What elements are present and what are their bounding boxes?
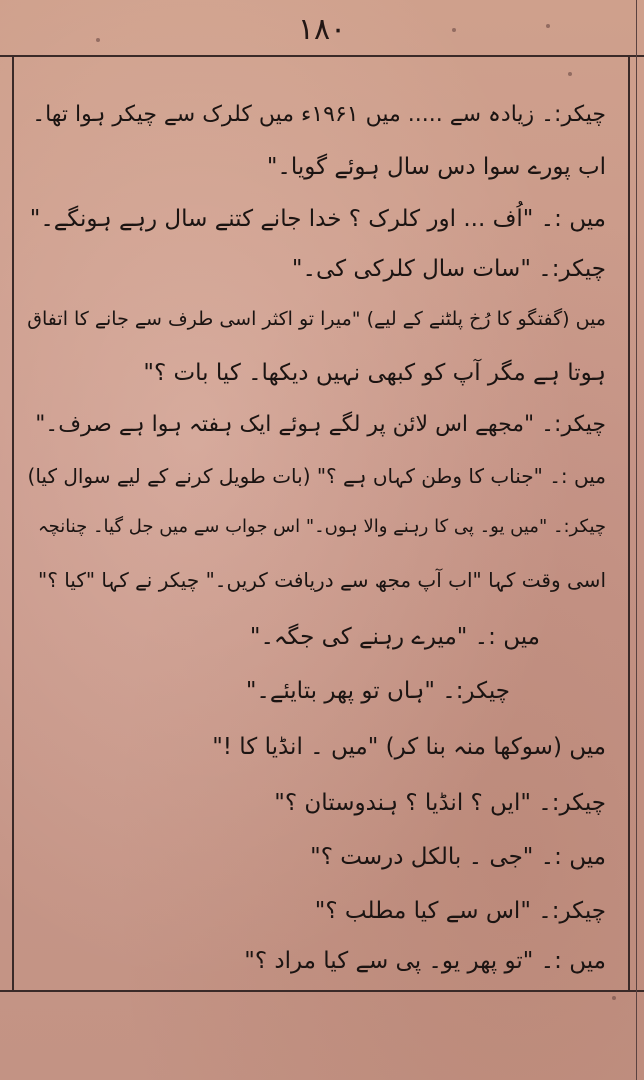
text-line: چیکر:۔ "مجھے اس لائن پر لگے ہوئے ایک ہفتہ ہوا ہے صرف۔" <box>35 412 606 437</box>
page-number: ۱۸۰ <box>297 12 347 47</box>
text-line: میں :۔ "میرے رہنے کی جگہ۔" <box>249 624 540 650</box>
text-line: میں (سوکھا منہ بنا کر) "میں ۔ انڈیا کا !" <box>212 734 606 760</box>
page-edge-line <box>636 0 637 1080</box>
text-line: چیکر:۔ "سات سال کلرکی کی۔" <box>291 256 606 282</box>
text-line: میں :۔ "تو پھر یو۔ پی سے کیا مراد ؟" <box>244 948 606 974</box>
text-line: چیکر:۔ "میں یو۔ پی کا رہنے والا ہوں۔" اس جواب سے میں جل گیا۔ چنانچہ <box>38 516 606 537</box>
text-line: چیکر:۔ "اس سے کیا مطلب ؟" <box>314 898 606 924</box>
text-line: میں :۔ "جی ۔ بالکل درست ؟" <box>310 844 606 870</box>
text-line: میں (گفتگو کا رُخ پلٹنے کے لیے) "میرا تو اکثر اسی طرف سے جانے کا اتفاق <box>27 308 606 330</box>
text-line: اسی وقت کہا "اب آپ مجھ سے دریافت کریں۔" چیکر نے کہا "کیا ؟" <box>38 568 606 592</box>
paper-speck <box>612 996 616 1000</box>
left-margin-rule <box>12 55 14 992</box>
text-line: اب پورے سوا دس سال ہوئے گویا۔" <box>266 154 606 180</box>
paper-speck <box>452 28 456 32</box>
bottom-rule <box>0 990 644 992</box>
text-line: میں :۔ "جناب کا وطن کہاں ہے ؟" (بات طویل کرنے کے لیے سوال کیا) <box>27 464 606 488</box>
text-line: چیکر:۔ زیادہ سے ..... میں ۱۹۶۱ء میں کلرک سے چیکر ہوا تھا۔ <box>32 102 606 127</box>
paper-speck <box>96 38 100 42</box>
top-rule <box>0 55 644 57</box>
text-line: چیکر:۔ "ایں ؟ انڈیا ؟ ہندوستان ؟" <box>274 790 606 816</box>
text-line: ہوتا ہے مگر آپ کو کبھی نہیں دیکھا۔ کیا بات ؟" <box>143 360 606 386</box>
text-line: چیکر:۔ "ہاں تو پھر بتایئے۔" <box>245 678 510 704</box>
paper-speck <box>568 72 572 76</box>
text-line: میں :۔ "اُف ... اور کلرک ؟ خدا جانے کتنے سال رہے ہونگے۔" <box>29 206 606 232</box>
right-margin-rule <box>628 55 630 992</box>
paper-speck <box>546 24 550 28</box>
